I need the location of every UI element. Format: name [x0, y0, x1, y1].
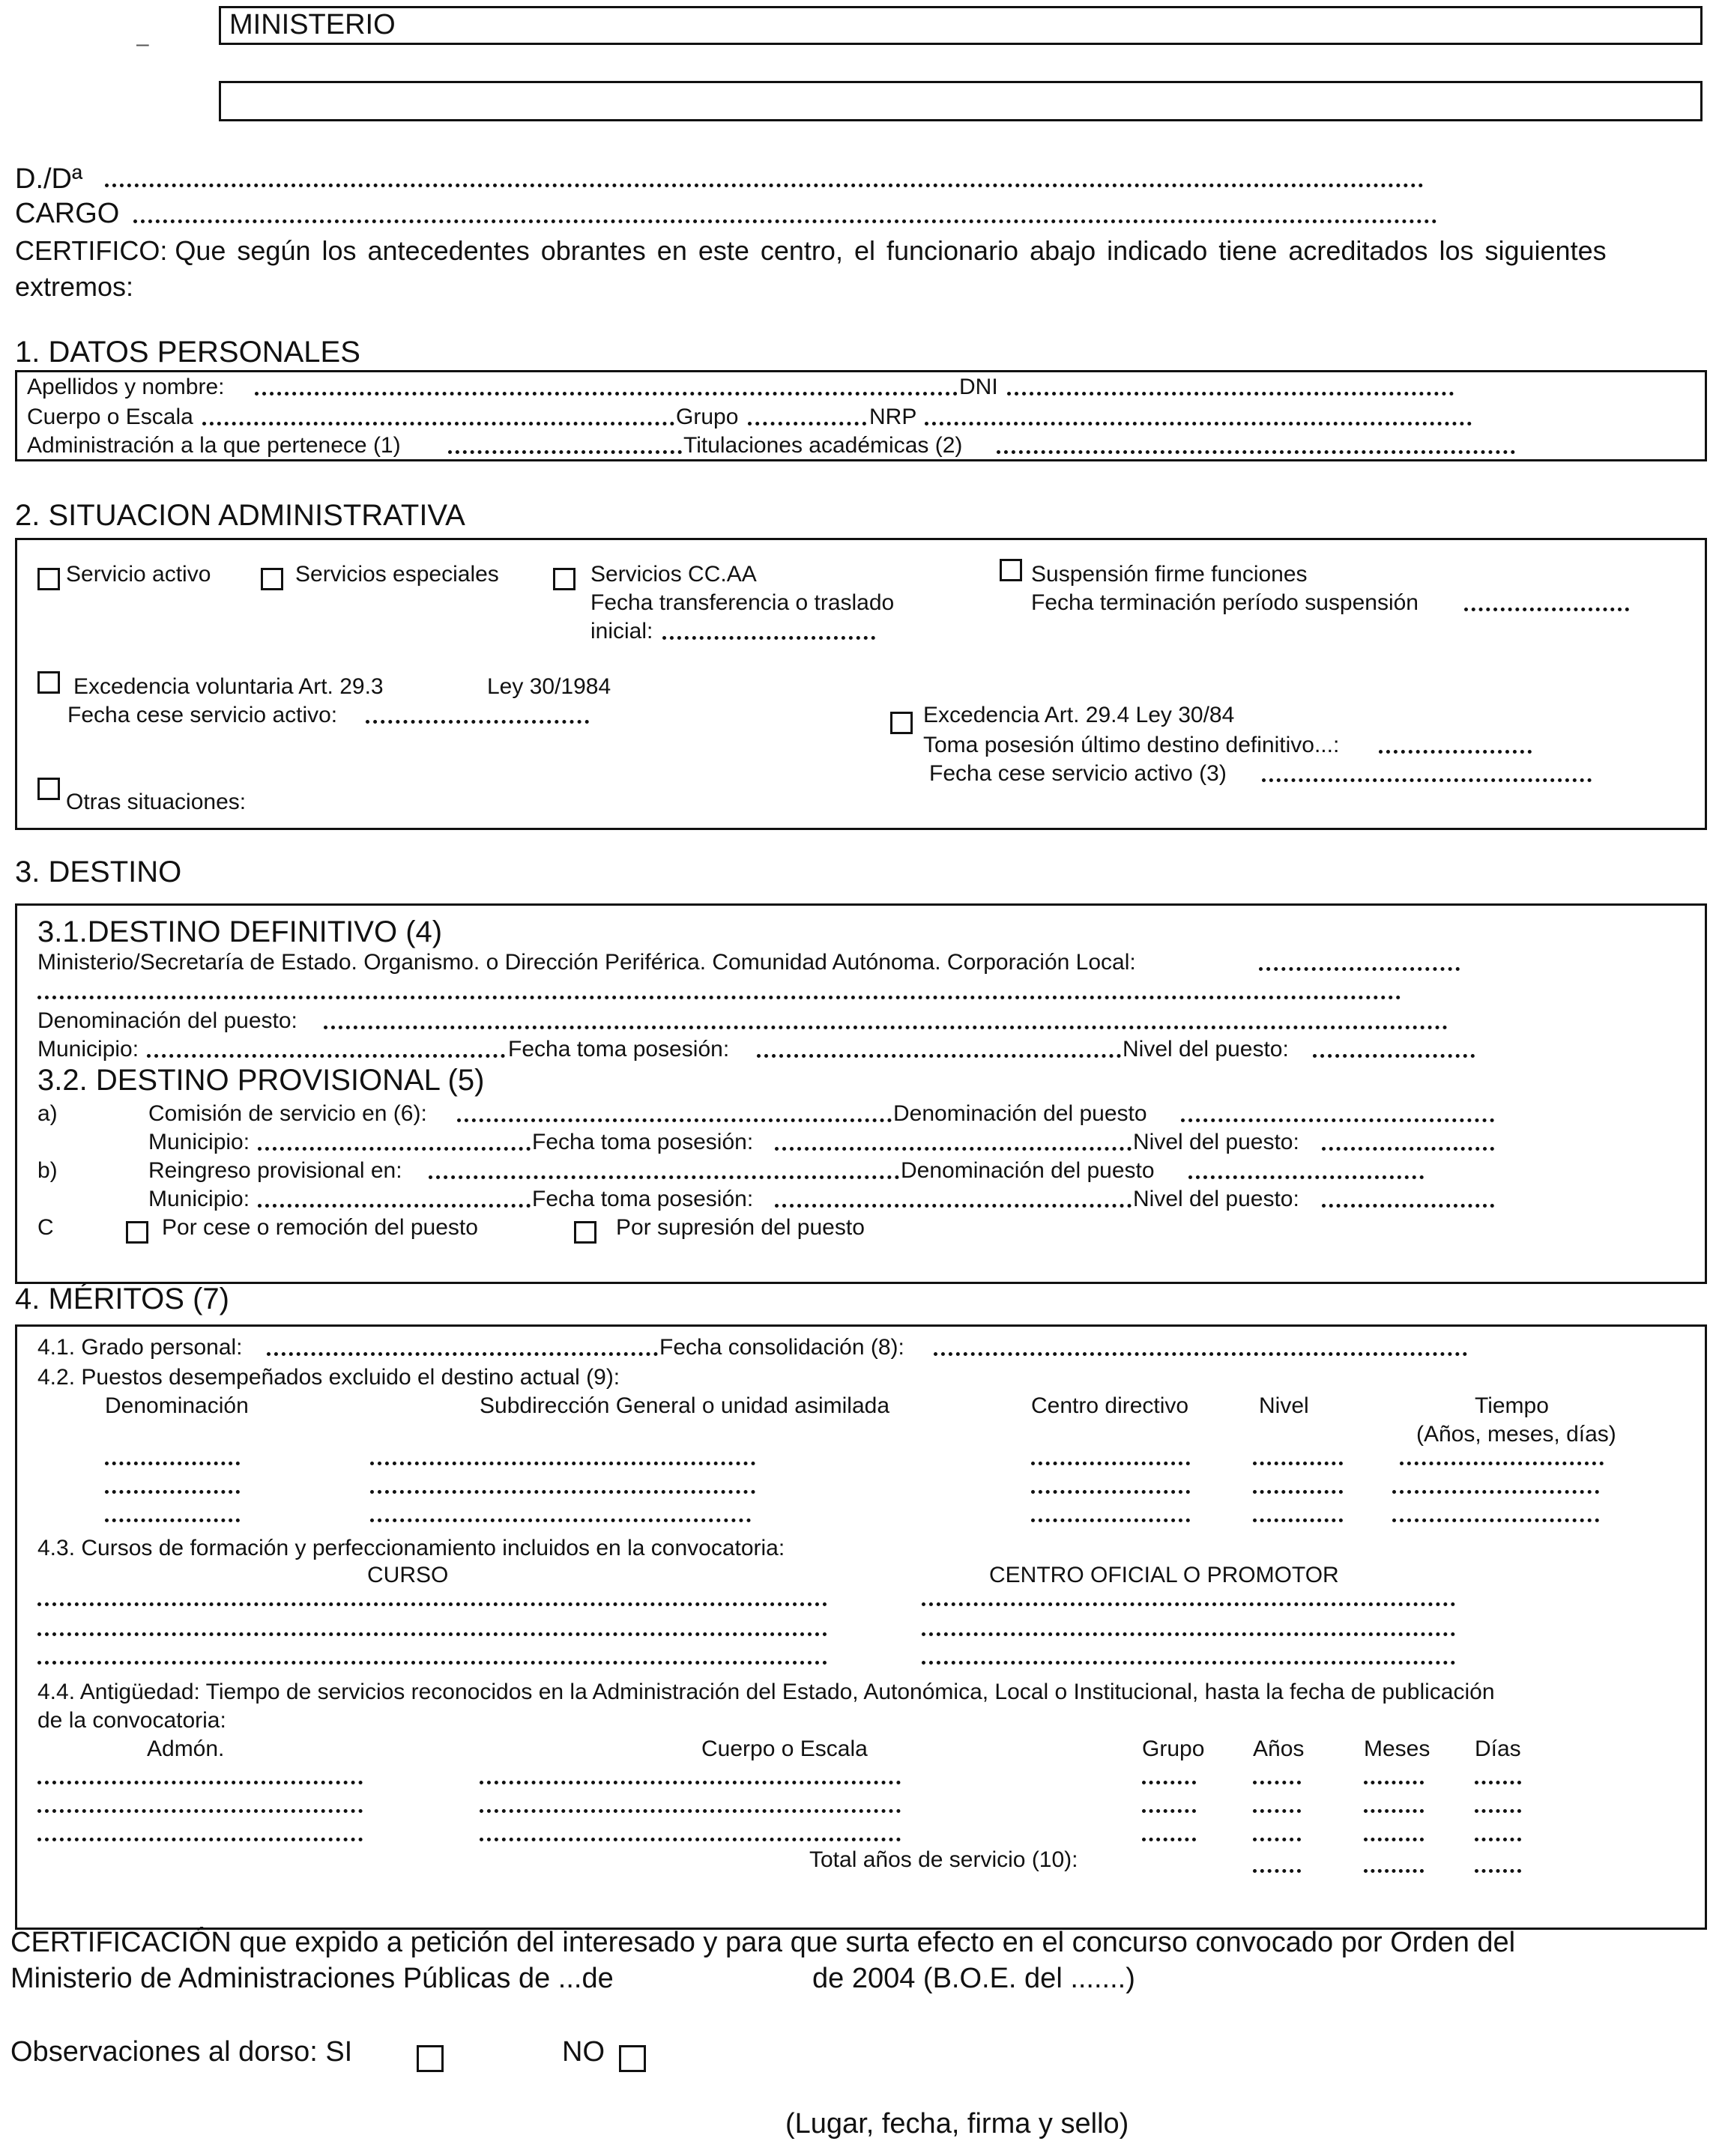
col-tiempo: Tiempo — [1475, 1393, 1549, 1418]
s1-title: 1. DATOS PERSONALES — [15, 336, 360, 369]
antiguedad-row-1-cuerpo[interactable] — [480, 1778, 901, 1784]
puestos-row-1-subdireccion[interactable] — [370, 1459, 755, 1465]
nrp-label: NRP — [869, 405, 917, 429]
s3-title: 3. DESTINO — [15, 856, 182, 888]
fecha-transferencia-label: Fecha transferencia o traslado — [590, 590, 895, 615]
nivel-label: Nivel del puesto: — [1123, 1037, 1289, 1062]
b-label: b) — [37, 1158, 58, 1183]
fecha-consolidacion-label: Fecha consolidación (8): — [659, 1335, 904, 1360]
col-tiempo-sub: (Años, meses, días) — [1416, 1422, 1616, 1447]
fecha-cese-dotline[interactable] — [366, 718, 589, 724]
comision-label: Comisión de servicio en (6): — [148, 1101, 427, 1126]
total-meses[interactable] — [1364, 1867, 1424, 1873]
ministerio-field[interactable] — [219, 6, 1703, 45]
a-municipio-dotline[interactable] — [258, 1145, 531, 1151]
curso-row-3[interactable] — [37, 1659, 827, 1665]
certifico-text-2: extremos: — [15, 271, 134, 302]
antiguedad-label: 4.4. Antigüedad: Tiempo de servicios reconocidos en la Administración del Estado, Autonómica, Local o Institucional, hasta la fecha de publicación — [37, 1680, 1495, 1704]
total-anos[interactable] — [1253, 1867, 1301, 1873]
servicios-especiales-label: Servicios especiales — [295, 562, 499, 587]
a-fecha-toma-dotline[interactable] — [775, 1145, 1132, 1151]
puestos-row-2-tiempo[interactable] — [1392, 1488, 1599, 1494]
otras-checkbox[interactable] — [37, 778, 60, 800]
b-municipio-dotline[interactable] — [258, 1202, 531, 1208]
curso-row-1[interactable] — [37, 1600, 827, 1606]
observaciones-no-checkbox[interactable] — [619, 2045, 646, 2072]
col-dias: Días — [1475, 1736, 1521, 1761]
antiguedad-row-1-dias[interactable] — [1475, 1778, 1521, 1784]
comision-dotline[interactable] — [457, 1116, 892, 1122]
titulaciones-dotline[interactable] — [997, 448, 1515, 454]
fecha-consolidacion-dotline[interactable] — [934, 1350, 1467, 1356]
por-supresion-label: Por supresión del puesto — [616, 1215, 865, 1240]
col-denominacion: Denominación — [105, 1393, 249, 1418]
municipio-dotline[interactable] — [147, 1052, 505, 1058]
b-municipio-label: Municipio: — [148, 1187, 250, 1211]
puestos-label: 4.2. Puestos desempeñados excluido el destino actual (9): — [37, 1365, 620, 1390]
fecha-cese-label: Fecha cese servicio activo: — [67, 703, 338, 727]
d-label: D./Dª — [15, 163, 83, 195]
fecha-cese-3-label: Fecha cese servicio activo (3) — [929, 761, 1227, 786]
cargo-dotline[interactable] — [133, 217, 1437, 223]
observaciones-si-checkbox[interactable] — [417, 2045, 444, 2072]
toma-posesion-dotline[interactable] — [1379, 748, 1532, 754]
observaciones-label: Observaciones al dorso: SI — [10, 2036, 353, 2068]
inicial-label: inicial: — [590, 619, 653, 644]
otras-label: Otras situaciones: — [66, 790, 247, 814]
observaciones-no-label: NO — [562, 2036, 605, 2068]
reingreso-label: Reingreso provisional en: — [148, 1158, 402, 1183]
b-fecha-toma-dotline[interactable] — [775, 1202, 1132, 1208]
antiguedad-row-3-dias[interactable] — [1475, 1835, 1521, 1841]
por-cese-label: Por cese o remoción del puesto — [162, 1215, 478, 1240]
grado-label: 4.1. Grado personal: — [37, 1335, 243, 1360]
c-label: C — [37, 1215, 54, 1240]
a-fecha-toma-label: Fecha toma posesión: — [532, 1130, 754, 1154]
s4-title: 4. MÉRITOS (7) — [15, 1283, 229, 1315]
antiguedad-row-3-anos[interactable] — [1253, 1835, 1301, 1841]
municipio-label: Municipio: — [37, 1037, 139, 1062]
col-centro: Centro directivo — [1031, 1393, 1189, 1418]
titulaciones-label: Titulaciones académicas (2) — [683, 433, 963, 458]
col-meses: Meses — [1364, 1736, 1430, 1761]
puestos-row-2-denominacion[interactable] — [105, 1488, 240, 1494]
antiguedad-row-2-admon[interactable] — [37, 1807, 363, 1813]
total-dias[interactable] — [1475, 1867, 1521, 1873]
reingreso-dotline[interactable] — [429, 1173, 899, 1179]
puestos-row-3-centro[interactable] — [1031, 1516, 1190, 1522]
por-cese-checkbox[interactable] — [126, 1221, 148, 1244]
dni-label: DNI — [959, 375, 998, 399]
grado-dotline[interactable] — [267, 1350, 658, 1356]
fecha-toma-label: Fecha toma posesión: — [508, 1037, 730, 1062]
fecha-toma-dotline[interactable] — [757, 1052, 1121, 1058]
puestos-row-1-nivel[interactable] — [1253, 1459, 1343, 1465]
excedencia-294-checkbox[interactable] — [890, 712, 913, 734]
centro-row-1[interactable] — [922, 1600, 1455, 1606]
inicial-dotline[interactable] — [662, 634, 875, 640]
apellidos-dotline[interactable] — [255, 390, 958, 396]
comision-denominacion-dotline[interactable] — [1181, 1116, 1494, 1122]
ministerio-label: MINISTERIO — [229, 9, 396, 40]
comision-denominacion-label: Denominación del puesto — [893, 1101, 1147, 1126]
col-nivel: Nivel — [1259, 1393, 1309, 1418]
servicios-especiales-checkbox[interactable] — [261, 568, 283, 590]
antiguedad-row-1-admon[interactable] — [37, 1778, 363, 1784]
certificacion-line-2a: Ministerio de Administraciones Públicas de ...de — [10, 1963, 614, 1994]
cargo-label: CARGO — [15, 198, 120, 229]
cursos-label: 4.3. Cursos de formación y perfeccionamiento incluidos en la convocatoria: — [37, 1536, 785, 1560]
reingreso-denominacion-dotline[interactable] — [1188, 1173, 1424, 1179]
definitivo-title: 3.1.DESTINO DEFINITIVO (4) — [37, 915, 443, 948]
ministerio-line-dotline[interactable] — [1259, 965, 1460, 971]
puestos-row-1-tiempo[interactable] — [1400, 1459, 1604, 1465]
fecha-terminacion-label: Fecha terminación período suspensión — [1031, 590, 1419, 615]
suspension-label: Suspensión firme funciones — [1031, 562, 1308, 587]
excedencia-voluntaria-label: Excedencia voluntaria Art. 29.3 — [73, 674, 384, 699]
fecha-terminacion-dotline[interactable] — [1464, 605, 1629, 611]
d-dotline[interactable] — [105, 181, 1424, 187]
puestos-row-3-nivel[interactable] — [1253, 1516, 1343, 1522]
col-grupo: Grupo — [1142, 1736, 1205, 1761]
fecha-cese-3-dotline[interactable] — [1262, 776, 1592, 782]
a-label: a) — [37, 1101, 58, 1126]
servicios-ccaa-checkbox[interactable] — [553, 568, 575, 590]
ministerio-second-field[interactable] — [219, 81, 1703, 121]
nivel-dotline[interactable] — [1313, 1052, 1475, 1058]
col-curso: CURSO — [367, 1563, 449, 1587]
cuerpo-dotline[interactable] — [202, 420, 674, 426]
puestos-row-1-centro[interactable] — [1031, 1459, 1190, 1465]
certificacion-line-1: CERTIFICACIÓN que expido a petición del interesado y para que surta efecto en el concurso convocado por Orden del — [10, 1927, 1516, 1958]
puestos-row-2-nivel[interactable] — [1253, 1488, 1343, 1494]
b-nivel-label: Nivel del puesto: — [1133, 1187, 1299, 1211]
puestos-row-3-subdireccion[interactable] — [370, 1516, 751, 1522]
antiguedad-row-3-grupo[interactable] — [1142, 1835, 1196, 1841]
apellidos-label: Apellidos y nombre: — [27, 375, 225, 399]
toma-posesion-label: Toma posesión último destino definitivo...: — [923, 733, 1340, 757]
b-fecha-toma-label: Fecha toma posesión: — [532, 1187, 754, 1211]
antiguedad-row-3-meses[interactable] — [1364, 1835, 1424, 1841]
antiguedad-row-3-cuerpo[interactable] — [480, 1835, 901, 1841]
certifico-word: CERTIFICO: — [15, 235, 168, 266]
firma-label: (Lugar, fecha, firma y sello) — [785, 2108, 1129, 2140]
excedencia-294-label: Excedencia Art. 29.4 Ley 30/84 — [923, 703, 1235, 727]
dni-dotline[interactable] — [1007, 390, 1454, 396]
grupo-label: Grupo — [676, 405, 739, 429]
col-anos: Años — [1253, 1736, 1305, 1761]
administracion-dotline[interactable] — [448, 448, 682, 454]
puestos-row-2-subdireccion[interactable] — [370, 1488, 755, 1494]
centro-row-3[interactable] — [922, 1659, 1455, 1665]
denominacion-dotline[interactable] — [324, 1023, 1448, 1029]
col-centro-oficial: CENTRO OFICIAL O PROMOTOR — [989, 1563, 1339, 1587]
por-supresion-checkbox[interactable] — [574, 1221, 596, 1244]
administracion-label: Administración a la que pertenece (1) — [27, 433, 401, 458]
antiguedad-row-1-anos[interactable] — [1253, 1778, 1301, 1784]
total-label: Total años de servicio (10): — [809, 1847, 1078, 1872]
antiguedad-row-2-cuerpo[interactable] — [480, 1807, 901, 1813]
grupo-dotline[interactable] — [748, 420, 866, 426]
puestos-row-1-denominacion[interactable] — [105, 1459, 240, 1465]
denominacion-label: Denominación del puesto: — [37, 1008, 297, 1033]
servicio-activo-label: Servicio activo — [66, 562, 211, 587]
antiguedad-row-2-dias[interactable] — [1475, 1807, 1521, 1813]
antiguedad-row-2-grupo[interactable] — [1142, 1807, 1196, 1813]
puestos-row-2-centro[interactable] — [1031, 1488, 1190, 1494]
col-admon: Admón. — [147, 1736, 225, 1761]
centro-row-2[interactable] — [922, 1630, 1455, 1636]
ministerio-line-label: Ministerio/Secretaría de Estado. Organismo. o Dirección Periférica. Comunidad Autónoma. Corporación Local: — [37, 950, 1136, 975]
a-nivel-label: Nivel del puesto: — [1133, 1130, 1299, 1154]
certificacion-line-2b: de 2004 (B.O.E. del .......) — [812, 1963, 1135, 1994]
col-subdireccion: Subdirección General o unidad asimilada — [480, 1393, 890, 1418]
antiguedad-row-1-meses[interactable] — [1364, 1778, 1424, 1784]
ley-label: Ley 30/1984 — [487, 674, 611, 699]
col-cuerpo: Cuerpo o Escala — [701, 1736, 868, 1761]
curso-row-2[interactable] — [37, 1630, 827, 1636]
antiguedad-row-2-meses[interactable] — [1364, 1807, 1424, 1813]
cuerpo-label: Cuerpo o Escala — [27, 405, 193, 429]
b-nivel-dotline[interactable] — [1322, 1202, 1494, 1208]
suspension-checkbox[interactable] — [1000, 559, 1022, 581]
certifico-text: Que según los antecedentes obrantes en este centro, el funcionario abajo indicado tiene acreditados los siguientes — [175, 235, 1607, 266]
a-municipio-label: Municipio: — [148, 1130, 250, 1154]
nrp-dotline[interactable] — [925, 420, 1472, 426]
provisional-title: 3.2. DESTINO PROVISIONAL (5) — [37, 1064, 485, 1097]
ministerio-line-dotline-2[interactable] — [37, 993, 1401, 999]
reingreso-denominacion-label: Denominación del puesto — [901, 1158, 1155, 1183]
s2-title: 2. SITUACION ADMINISTRATIVA — [15, 499, 465, 532]
a-nivel-dotline[interactable] — [1322, 1145, 1494, 1151]
stray-mark: – — [136, 31, 149, 56]
puestos-row-3-tiempo[interactable] — [1392, 1516, 1599, 1522]
excedencia-voluntaria-checkbox[interactable] — [37, 671, 60, 694]
servicios-ccaa-label: Servicios CC.AA — [590, 562, 757, 587]
antiguedad-row-3-admon[interactable] — [37, 1835, 363, 1841]
servicio-activo-checkbox[interactable] — [37, 568, 60, 590]
antiguedad-label-2: de la convocatoria: — [37, 1708, 226, 1733]
antiguedad-row-1-grupo[interactable] — [1142, 1778, 1196, 1784]
antiguedad-row-2-anos[interactable] — [1253, 1807, 1301, 1813]
puestos-row-3-denominacion[interactable] — [105, 1516, 240, 1522]
certifico-line — [15, 235, 1607, 267]
